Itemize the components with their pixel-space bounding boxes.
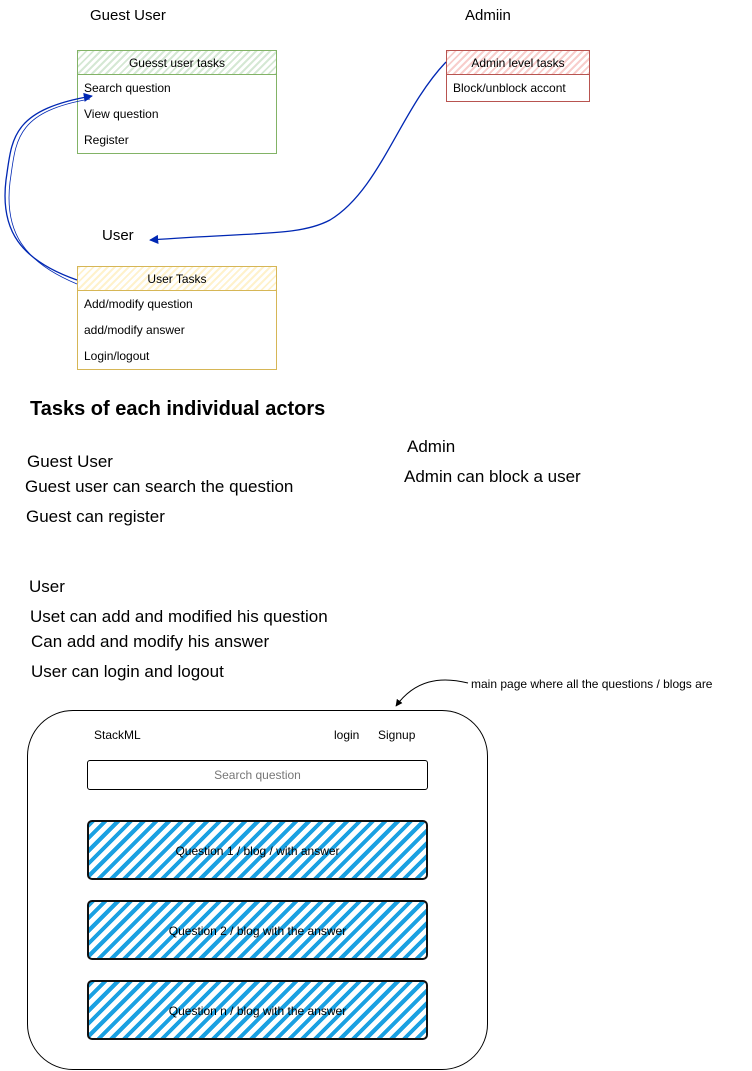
mockup-annotation: main page where all the questions / blogs are bbox=[471, 677, 713, 691]
guest-tasks-title: Guesst user tasks bbox=[78, 51, 276, 75]
user-task-line: User can login and logout bbox=[31, 662, 224, 681]
admin-tasks-title: Admin level tasks bbox=[447, 51, 589, 75]
brand-logo-text[interactable]: StackML bbox=[94, 728, 141, 742]
user-actor-label: User bbox=[102, 227, 134, 244]
user-to-guest-connector bbox=[5, 96, 92, 280]
user-task-line: Uset can add and modified his question bbox=[30, 607, 328, 626]
admin-task-line: Admin can block a user bbox=[404, 467, 581, 486]
user-task-item: Login/logout bbox=[84, 349, 150, 363]
admin-to-user-connector bbox=[150, 62, 446, 240]
tasks-heading: Tasks of each individual actors bbox=[30, 398, 326, 420]
signup-link[interactable]: Signup bbox=[378, 728, 416, 742]
admin-actor-label: Admiin bbox=[465, 7, 511, 24]
login-link[interactable]: login bbox=[334, 728, 360, 742]
question-card[interactable]: Question 1 / blog / with answer bbox=[87, 820, 428, 880]
question-card[interactable]: Question 2 / blog with the answer bbox=[87, 900, 428, 960]
guest-user-actor-label: Guest User bbox=[90, 7, 166, 24]
user-task-item: add/modify answer bbox=[84, 323, 185, 337]
guest-task-line: Guest can register bbox=[26, 507, 165, 526]
user-task-item: Add/modify question bbox=[84, 297, 193, 311]
admin-task-item: Block/unblock accont bbox=[453, 81, 566, 95]
guest-task-line: Guest user can search the question bbox=[25, 477, 294, 496]
question-card[interactable]: Question n / blog with the answer bbox=[87, 980, 428, 1040]
guest-task-item: View question bbox=[84, 107, 159, 121]
user-task-line: Can add and modify his answer bbox=[31, 632, 270, 651]
search-input[interactable]: Search question bbox=[87, 760, 428, 790]
guest-section-title: Guest User bbox=[27, 452, 113, 471]
user-tasks-title: User Tasks bbox=[78, 267, 276, 291]
guest-task-item: Search question bbox=[84, 81, 171, 95]
guest-task-item: Register bbox=[84, 133, 129, 147]
annotation-arrow bbox=[396, 680, 468, 706]
user-section-title: User bbox=[29, 577, 65, 596]
admin-section-title: Admin bbox=[407, 437, 456, 456]
